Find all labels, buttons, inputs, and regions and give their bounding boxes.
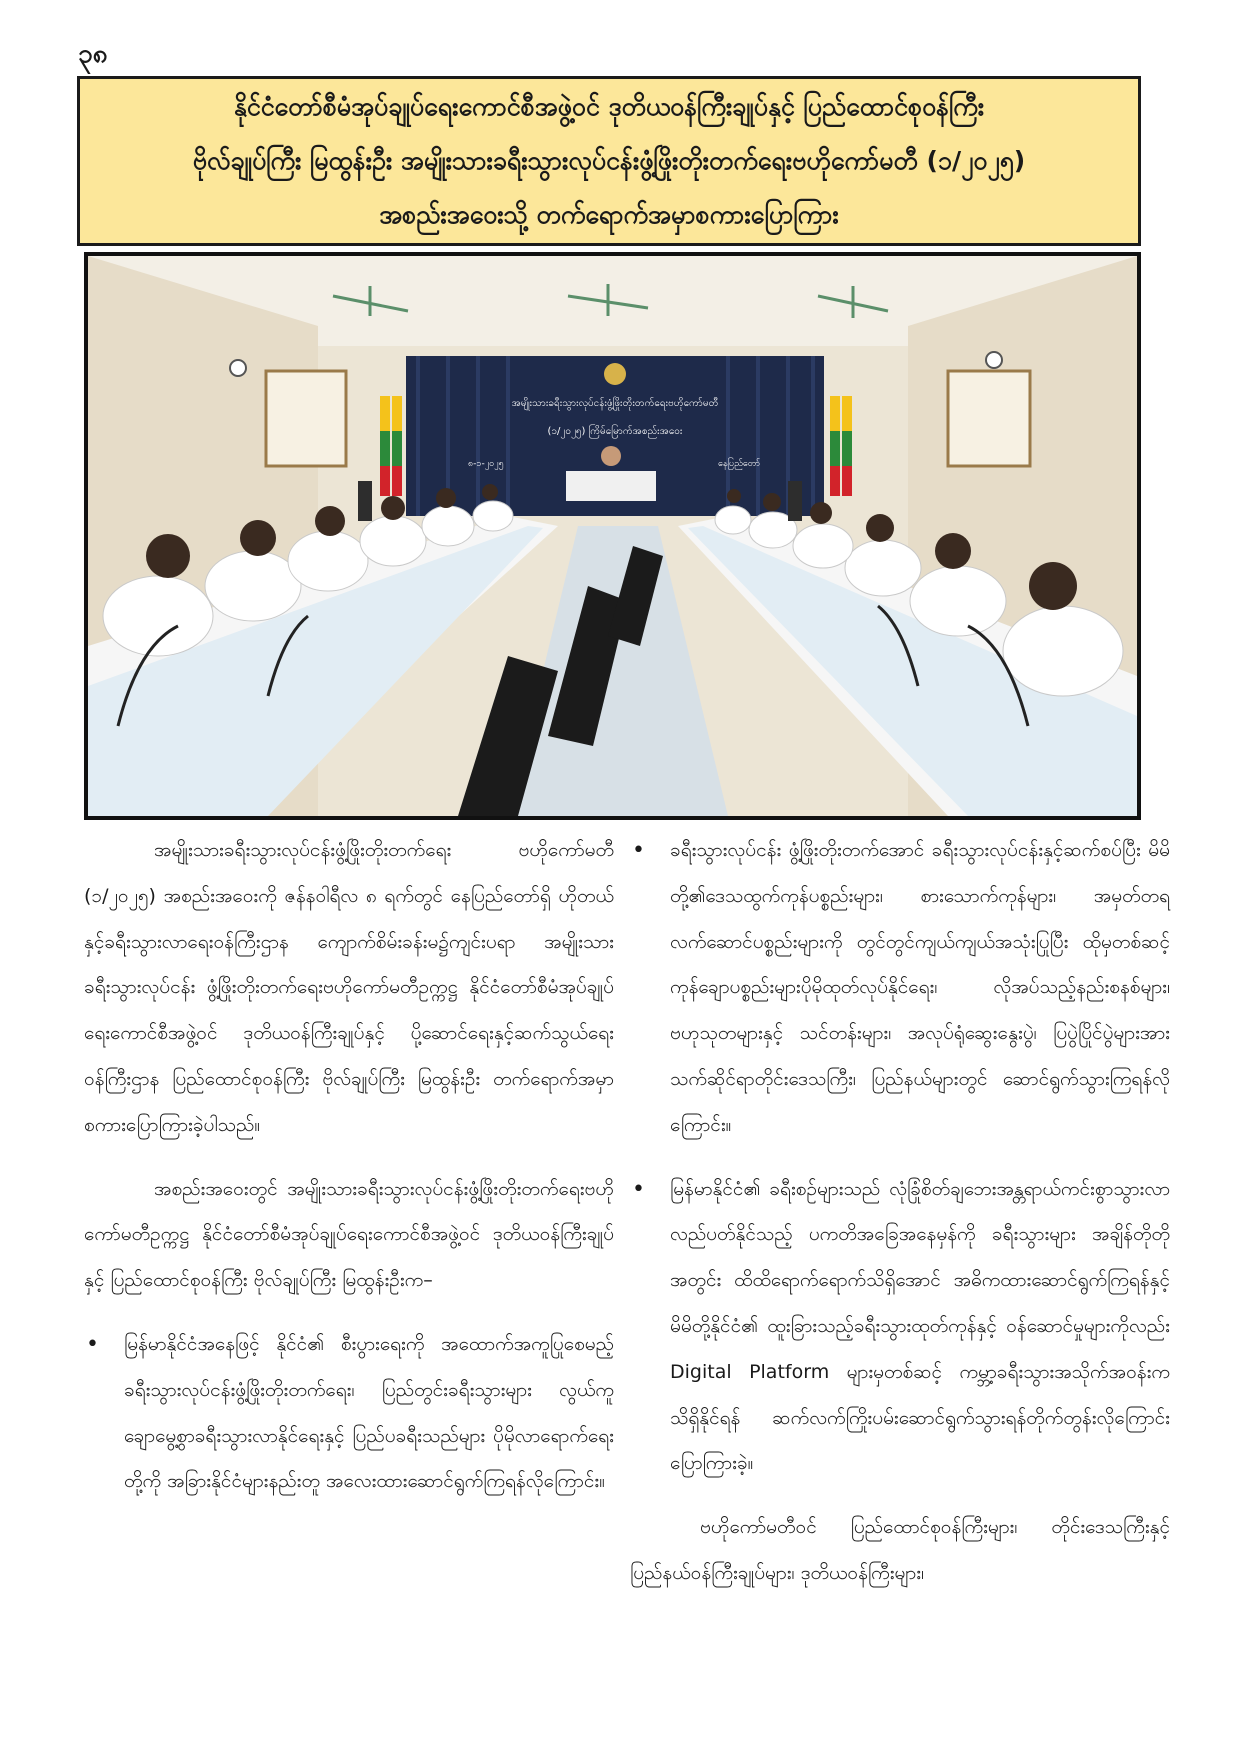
body-paragraph-3: ဗဟိုကော်မတီဝင် ပြည်ထောင်စုဝန်ကြီးများ၊ တိုင်းဒေသကြီးနှင့် ပြည်နယ်ဝန်ကြီးချုပ်များ၊ ဒုတိယဝန်ကြီးများ၊ (630, 1516, 1170, 1584)
bullet-item-3 (630, 1167, 1170, 1488)
bullet-text-3: မြန်မာနိုင်ငံ၏ ခရီးစဉ်များသည် လုံခြုံစိတ်ချဘေးအန္တရာယ်ကင်းစွာသွားလာလည်ပတ်နိုင်သည့် ပကတိအခြေအနေမှန်ကို ခရီးသွားများ အချိန်တိုတိုအတွင်း ထိထိရောက်ရောက်သိရှိအောင် အဓိကထားဆောင်ရွက်ကြရန်နှင့် မိမိတို့နိုင်ငံ၏ ထူးခြားသည့်ခရီးသွားထုတ်ကုန်နှင့် ဝန်ဆောင်မှုများကိုလည်း Digital Platform များမှတစ်ဆင့် ကမ္ဘာ့ခရီးသွားအသိုက်အဝန်းက သိရှိနိုင်ရန် ဆက်လက်ကြိုးပမ်းဆောင်ရွက်သွားရန်တိုက်တွန်းလိုကြောင်း ပြောကြားခဲ့။ (670, 1177, 1170, 1475)
left-column (84, 828, 614, 1523)
bullet-text-2: ခရီးသွားလုပ်ငန်း ဖွံ့ဖြိုးတိုးတက်အောင် ခရီးသွားလုပ်ငန်းနှင့်ဆက်စပ်ပြီး မိမိတို့၏ဒေသထွက်ကုန်ပစ္စည်းများ၊ စားသောက်ကုန်များ၊ အမှတ်တရလက်ဆောင်ပစ္စည်းများကို တွင်တွင်ကျယ်ကျယ်အသုံးပြုပြီး ထိုမှတစ်ဆင့် ကုန်ချောပစ္စည်းများပိုမိုထုတ်လုပ်နိုင်ရေး၊ လိုအပ်သည့်နည်းစနစ်များ၊ ဗဟုသုတများနှင့် သင်တန်းများ၊ အလုပ်ရုံဆွေးနွေးပွဲ၊ ပြပွဲပြိုင်ပွဲများအား သက်ဆိုင်ရာတိုင်းဒေသကြီး၊ ပြည်နယ်များတွင် ဆောင်ရွက်သွားကြရန်လိုကြောင်း။ (670, 839, 1170, 1136)
headline-line-1: နိုင်ငံတော်စီမံအုပ်ချုပ်ရေးကောင်စီအဖွဲ့ဝင် ဒုတိယဝန်ကြီးချုပ်နှင့် ပြည်ထောင်စုဝန်ကြီး (233, 92, 985, 121)
bullet-item-1 (84, 1322, 614, 1505)
bullet-dot-icon: • (632, 838, 645, 863)
headline-line-3: အစည်းအဝေးသို့ တက်ရောက်အမှာစကားပြောကြား (379, 200, 839, 229)
banner-text-2: (၁/၂၀၂၅) ကြိမ်မြောက်အစည်းအဝေး (547, 426, 683, 437)
page-number: ၃၈ (78, 39, 108, 69)
right-column (630, 828, 1170, 1615)
bullet-dot-icon: • (632, 1176, 645, 1202)
bullet-dot-icon: • (86, 1331, 99, 1357)
banner-place: နေပြည်တော် (718, 459, 761, 469)
emblem-icon (604, 363, 626, 385)
bullet-item-2 (630, 828, 1170, 1149)
meeting-photo (84, 252, 1141, 820)
banner-date: ၈-၁-၂၀၂၅ (468, 459, 504, 469)
banner-text-1: အမျိုးသားခရီးသွားလုပ်ငန်းဖွံ့ဖြိုးတိုးတက်ရေးဗဟိုကော်မတီ (511, 398, 719, 409)
meeting-scene-illustration (88, 256, 1137, 816)
body-paragraph-1: အမျိုးသားခရီးသွားလုပ်ငန်းဖွံ့ဖြိုးတိုးတက်ရေး ဗဟိုကော်မတီ (၁/၂၀၂၅) အစည်းအဝေးကို ဇန်နဝါရီလ ၈ ရက်တွင် နေပြည်တော်ရှိ ဟိုတယ်နှင့်ခရီးသွားလာရေးဝန်ကြီးဌာန ကျောက်စိမ်းခန်းမ၌ကျင်းပရာ အမျိုးသားခရီးသွားလုပ်ငန်း ဖွံ့ဖြိုးတိုးတက်ရေးဗဟိုကော်မတီဥက္ကဋ္ဌ နိုင်ငံတော်စီမံအုပ်ချုပ်ရေးကောင်စီအဖွဲ့ဝင် ဒုတိယဝန်ကြီးချုပ်နှင့် ပို့ဆောင်ရေးနှင့်ဆက်သွယ်ရေးဝန်ကြီးဌာန ပြည်ထောင်စုဝန်ကြီး ဗိုလ်ချုပ်ကြီး မြထွန်းဦး တက်ရောက်အမှာစကားပြောကြားခဲ့ပါသည်။ (84, 839, 614, 1136)
bullet-text-1: မြန်မာနိုင်ငံအနေဖြင့် နိုင်ငံ၏ စီးပွားရေးကို အထောက်အကူပြုစေမည့် ခရီးသွားလုပ်ငန်းဖွံ့ဖြိုးတိုးတက်ရေး၊ ပြည်တွင်းခရီးသွားများ လွယ်ကူချောမွေ့စွာခရီးသွားလာနိုင်ရေးနှင့် ပြည်ပခရီးသည်များ ပိုမိုလာရောက်ရေးတို့ကို အခြားနိုင်ငံများနည်းတူ အလေးထားဆောင်ရွက်ကြရန်လိုကြောင်း။ (124, 1332, 614, 1493)
headline-line-2: ဗိုလ်ချုပ်ကြီး မြထွန်းဦး အမျိုးသားခရီးသွားလုပ်ငန်းဖွံ့ဖြိုးတိုးတက်ရေးဗဟိုကော်မတီ (၁/၂၀၂၅) (192, 146, 1026, 175)
headline-box (77, 76, 1141, 246)
body-paragraph-2: အစည်းအဝေးတွင် အမျိုးသားခရီးသွားလုပ်ငန်းဖွံ့ဖြိုးတိုးတက်ရေးဗဟိုကော်မတီဥက္ကဋ္ဌ နိုင်ငံတော်စီမံအုပ်ချုပ်ရေးကောင်စီအဖွဲ့ဝင် ဒုတိယဝန်ကြီးချုပ်နှင့် ပြည်ထောင်စုဝန်ကြီး ဗိုလ်ချုပ်ကြီး မြထွန်းဦးက– (84, 1177, 614, 1292)
